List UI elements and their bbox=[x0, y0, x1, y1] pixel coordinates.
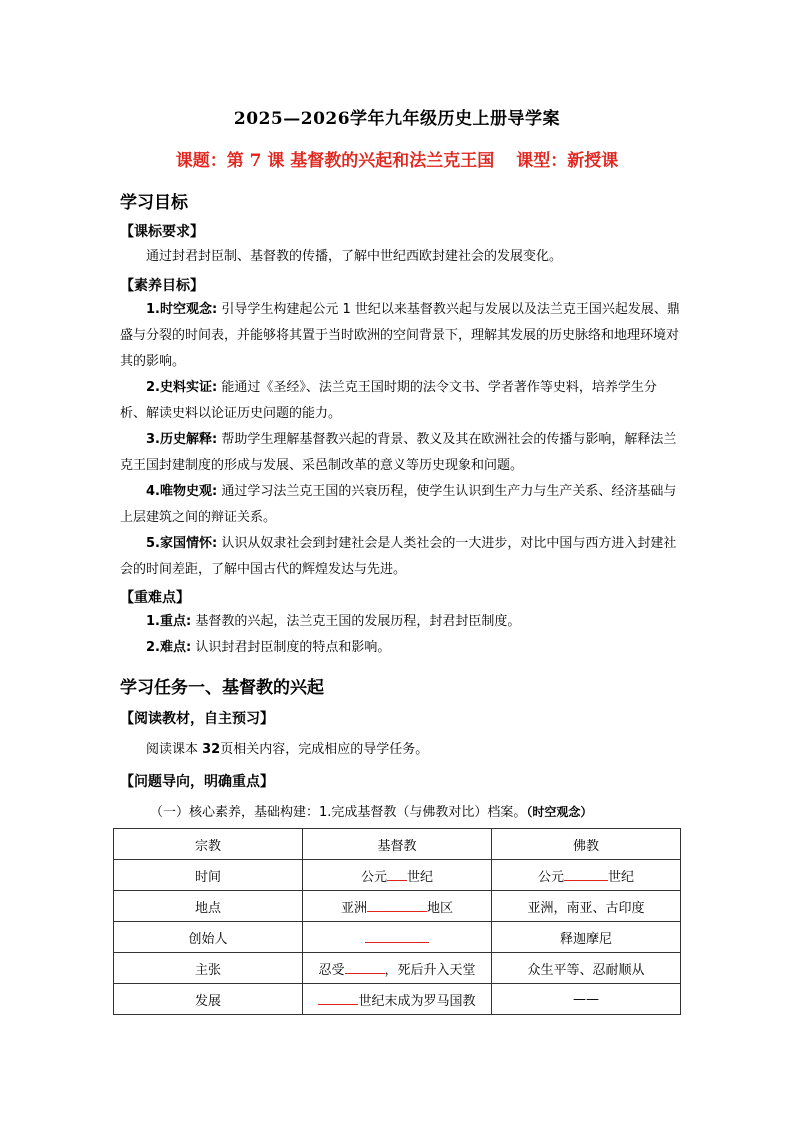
literacy-item bbox=[120, 297, 680, 375]
literacy-item-text: 通过学习法兰克王国的兴衰历程，使学生认识到生产力与生产关系、经济基础与上层建筑之间的辩证关系。 bbox=[120, 484, 677, 525]
task-intro-text: （一）核心素养，基础构建：1.完成基督教（与佛教对比）档案。 bbox=[150, 805, 527, 820]
fill-blank[interactable] bbox=[318, 990, 358, 1005]
table-row bbox=[114, 984, 681, 1015]
cell-text: 世纪 bbox=[608, 869, 635, 885]
literacy-label: 【素养目标】 bbox=[120, 278, 204, 294]
cell-text: 亚洲 bbox=[340, 900, 367, 916]
document-title: 2025—2026学年九年级历史上册导学案 bbox=[233, 109, 561, 129]
cell-text: ，死后升入天堂 bbox=[384, 962, 476, 978]
question-label: 【问题导向，明确重点】 bbox=[120, 774, 274, 790]
table-header-cell: 基督教 bbox=[303, 829, 492, 860]
task-intro-tag: （时空观念） bbox=[526, 805, 593, 819]
key-point-label: 1.重点: bbox=[146, 614, 192, 629]
key-point-item bbox=[120, 635, 680, 661]
reading-label: 【阅读教材，自主预习】 bbox=[120, 711, 274, 727]
reading-text-before: 阅读课本 bbox=[146, 742, 203, 757]
key-point-text: 基督教的兴起，法兰克王国的发展历程，封君封臣制度。 bbox=[195, 614, 521, 629]
cell-text: 公元 bbox=[360, 869, 387, 885]
literacy-item-label: 2.史料实证: bbox=[146, 380, 218, 395]
fill-blank[interactable] bbox=[367, 897, 427, 912]
literacy-item bbox=[120, 531, 680, 583]
table-header-cell: 宗教 bbox=[114, 829, 303, 860]
objectives-heading: 学习目标 bbox=[120, 193, 188, 213]
table-row bbox=[114, 953, 681, 984]
row-label: 创始人 bbox=[114, 922, 303, 953]
table-cell bbox=[303, 953, 492, 984]
cell-text: 世纪 bbox=[407, 869, 434, 885]
task-intro bbox=[150, 799, 690, 826]
key-point-text: 认识封君封臣制度的特点和影响。 bbox=[195, 640, 391, 655]
fill-blank[interactable] bbox=[564, 866, 608, 881]
fill-blank[interactable] bbox=[387, 866, 407, 881]
literacy-item-label: 5.家国情怀: bbox=[146, 536, 218, 551]
table-cell bbox=[303, 922, 492, 953]
table-cell: 众生平等、忍耐顺从 bbox=[492, 953, 681, 984]
table-header-cell: 佛教 bbox=[492, 829, 681, 860]
lesson-subtitle bbox=[0, 146, 794, 171]
table-cell: 亚洲，南亚、古印度 bbox=[492, 891, 681, 922]
literacy-item bbox=[120, 427, 680, 479]
row-label: 地点 bbox=[114, 891, 303, 922]
table-cell: —— bbox=[492, 984, 681, 1015]
reading-text-after: 页相关内容，完成相应的导学任务。 bbox=[220, 742, 429, 757]
lesson-type: 课型：新授课 bbox=[516, 151, 619, 171]
literacy-item-text: 能通过《圣经》、法兰克王国时期的法令文书、学者著作等史料，培养学生分析、解读史料以论证历史问题的能力。 bbox=[120, 380, 657, 421]
reading-text bbox=[120, 737, 680, 763]
curriculum-text: 通过封君封臣制、基督教的传播，了解中世纪西欧封建社会的发展变化。 bbox=[146, 249, 563, 264]
religion-comparison-table bbox=[113, 828, 681, 1015]
table-cell bbox=[303, 984, 492, 1015]
fill-blank[interactable] bbox=[345, 959, 385, 974]
table-row bbox=[114, 922, 681, 953]
cell-text: 公元 bbox=[537, 869, 564, 885]
table-row bbox=[114, 891, 681, 922]
fill-blank[interactable] bbox=[365, 928, 429, 943]
table-cell: 释迦摩尼 bbox=[492, 922, 681, 953]
table-header-row bbox=[114, 829, 681, 860]
table-row bbox=[114, 860, 681, 891]
lesson-topic: 课题：第 7 课 基督教的兴起和法兰克王国 bbox=[175, 151, 495, 171]
key-points-label: 【重难点】 bbox=[120, 590, 190, 606]
table-cell bbox=[303, 891, 492, 922]
row-label: 发展 bbox=[114, 984, 303, 1015]
key-point-item bbox=[120, 609, 680, 635]
curriculum-label: 【课标要求】 bbox=[120, 224, 204, 240]
literacy-item bbox=[120, 375, 680, 427]
literacy-item-text: 认识从奴隶社会到封建社会是人类社会的一大进步，对比中国与西方进入封建社会的时间差距，了解中国古代的辉煌发达与先进。 bbox=[120, 536, 677, 577]
literacy-item-text: 帮助学生理解基督教兴起的背景、教义及其在欧洲社会的传播与影响，解释法兰克王国封建制度的形成与发展、采邑制改革的意义等历史现象和问题。 bbox=[120, 432, 677, 473]
literacy-item-label: 1.时空观念: bbox=[146, 302, 218, 317]
table-cell bbox=[492, 860, 681, 891]
literacy-item-text: 引导学生构建起公元 1 世纪以来基督教兴起与发展以及法兰克王国兴起发展、鼎盛与分裂的时间表，并能够将其置于当时欧洲的空间背景下，理解其发展的历史脉络和地理环境对其的影响。 bbox=[120, 302, 680, 369]
task1-heading: 学习任务一、基督教的兴起 bbox=[120, 678, 324, 698]
row-label: 时间 bbox=[114, 860, 303, 891]
literacy-item bbox=[120, 479, 680, 531]
cell-text: 世纪末成为罗马国教 bbox=[358, 993, 476, 1009]
literacy-item-label: 4.唯物史观: bbox=[146, 484, 218, 499]
table-cell bbox=[303, 860, 492, 891]
reading-page-number: 32 bbox=[202, 742, 221, 757]
cell-text: 忍受 bbox=[318, 962, 345, 978]
row-label: 主张 bbox=[114, 953, 303, 984]
key-point-label: 2.难点: bbox=[146, 640, 192, 655]
literacy-item-label: 3.历史解释: bbox=[146, 432, 218, 447]
cell-text: 地区 bbox=[427, 900, 454, 916]
